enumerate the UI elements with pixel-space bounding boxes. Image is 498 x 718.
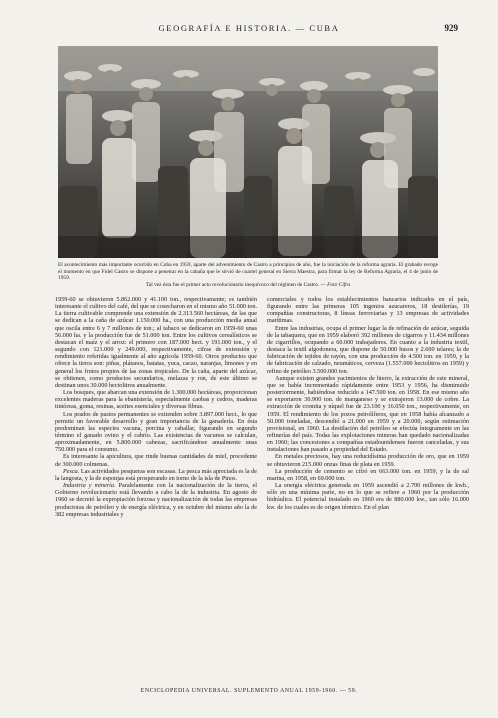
paragraph: La producción de cemento se cifró en 663.000 ton. en 1959, y la de sal marina, en 1958, en 69.000 ton. <box>267 467 469 482</box>
paragraph: En metales preciosos, hay una reducidísima producción de oro, que en 1959 se obtuvieron 215.000 onzas finas de plata en 1959. <box>267 453 469 468</box>
paragraph: 1959-60 se obtuvieron 5.862.000 y 41.100 ton., respectivamente; es también interesante el cultivo del café, del que se cosecharon en el mismo año 51.000 ton. La tierra cultivable comprende una extensión de 2.313.560 hectáreas, de las que se dedican a la caña de azúcar 1.150.000 ha., con una producción media anual que oscila entre 6 y 7 millones de ton.; al tabaco se dedicaron en 1959-60 unas 56.000 ha. y la producción fue de 51.000 ton. Entre los cultivos cerealísticos se destacan el maíz y el arroz: el primero con 187.000 hect. y 191.000 ton., y el segundo con 121.000 y 249.000, respectivamente, cifras de extensión y rendimiento referidas igualmente al año agrícola 1959-60. Otros productos que ofrece la tierra son: piñas, plátanos, batatas, yuca, cacao, naranjas, limones y en general los frutos propios de las zonas tropicales. De la caña, aparte del azúcar, se obtienen, como productos secundarios, melazas y ron, de este último se destinan unos 30.000 hectolitros anualmente. <box>55 296 257 389</box>
paragraph: comerciales y todos los establecimientos bancarios indicados en el país, figurando entre las primeras 105 ingenios azucareros, 18 destilerías, 19 compañías constructoras, 8 líneas ferroviarias y 13 empresas de actividades marítimas. <box>267 296 469 325</box>
section-runin-heading: Pesca. <box>63 467 80 475</box>
section-runin-heading: Industria y minería. <box>63 482 116 490</box>
right-column <box>267 296 469 681</box>
page-number: 929 <box>444 23 458 33</box>
photo-caption <box>58 262 438 288</box>
caption-last-line: Tal vez ésta fue el primer acto revolucionario inequívoco del régimen de Castro. — Foto Cifra <box>145 281 351 288</box>
caption-text: El acontecimiento más importante ocurrido en Cuba en 1959, aparte del advenimiento de Castro a principios de año, fue la iniciación de la reforma agraria. El grabado recoge el momento en que Fidel Castro se dispone a penetrar en la cabaña que le sirvió de cuartel general en Sierra Maestra, para firmar la ley de Reforma Agraria, el 4 de junio de 1959. <box>58 262 438 282</box>
photograph <box>58 46 438 258</box>
paragraph: Entre las industrias, ocupa el primer lugar la de refinación de azúcar, seguida de la tabaquera, que en 1959 elaboró 392 millones de cigarros y 11.434 millones de cigarrillos, ocupando a 60.000 trabajadores. En cuanto a la industria textil, destaca la textil algodonera, que dispone de 50.000 husos y 2.600 telares; la de fabricación de tejidos de rayón, con una producción de 4.500 ton. en 1959, y la de fabricación de calzado, neumáticos, cerveza (1.557.000 hectolitros en 1959) y refino de petróleo 3.500.000 ton. <box>267 324 469 375</box>
paragraph <box>55 482 257 518</box>
running-head: GEOGRAFÍA E HISTORIA. — CUBA <box>158 23 340 33</box>
paragraph-text: Las actividades pesqueras son escasas. La pesca más apreciada es la de la langosta, y la de esponjas está prosperando en torno de la isla de Pinos. <box>55 467 257 482</box>
paragraph: Los prados de pastos permanentes se extienden sobre 3.897.000 hect., lo que permite un favorable desarrollo y gran importancia de la ganadería. En ésta predominan las especies vacuna, porcina y caballar, figurando en segundo término el ganado ovino y el cabrío. Las existencias de vacunos se calculan, aproximadamente, en 5.800.000 cabezas, sacrificándose anualmente unas 750.000 para el consumo. <box>55 410 257 454</box>
crowd-photo-image <box>58 46 438 258</box>
paragraph <box>55 468 257 482</box>
page-header <box>0 23 498 37</box>
paragraph: Es interesante la apicultura, que rinde buenas cantidades de miel, procedente de 300.000 colmenas. <box>55 453 257 468</box>
caption-final-sentence: Tal vez ésta fue el primer acto revolucionario inequívoco del régimen de Castro. <box>145 281 320 288</box>
paragraph: Aunque existen grandes yacimientos de hierro, la extracción de este mineral, que se había incrementado rápidamente entre 1953 y 1956, ha disminuido posteriormente, habiéndose reducido a 147.500 ton. en 1958. En ese mismo año se exportaron 30.900 ton. de manganeso y se extrajeron 13.000 de cobre. La extracción de cromita y níquel fue de 23.100 y 16.050 ton., respectivamente, en 1959. El rendimiento de los pozos petrolíferos, que en 1958 había alcanzado a 50.000 toneladas, descendió a 21.000 en 1959 y a 20.000, según estimación provisional, en 1960. La destilación del petróleo se efectúa íntegramente en las refinerías del país. Todas las explotaciones mineras han quedado nacionalizadas en 1960; las concesiones a compañías estadounidenses fueron canceladas, y sus instalaciones han pasado a propiedad del Estado. <box>267 374 469 454</box>
paragraph: Los bosques, que abarcan una extensión de 1.300.000 hectáreas, proporcionan excelentes maderas para la ebanistería, especialmente caobas y cedros, maderas tintóreas, goma, resinas, aceites esenciales y diversas fibras. <box>55 389 257 411</box>
paragraph-text: Paralelamente con la nacionalización de la tierra, el Gobierno revolucionario está llevando a cabo la de la industria. En agosto de 1960 se decretó la expropiación forzosa y nacionalización de todas las empresas productoras de petróleo y de energía eléctrica, y en octubre del mismo año la de 382 empresas industriales y <box>55 482 257 518</box>
left-column <box>55 296 257 681</box>
page-footer: ENCICLOPEDIA UNIVERSAL. SUPLEMENTO ANUAL 1959-1960. — 59. <box>140 688 358 694</box>
photo-credit: Foto Cifra <box>327 281 351 288</box>
paragraph: La energía eléctrica generada en 1959 ascendió a 2.700 millones de kwh., sólo en una mínima parte, no en lo que se refiere a 1960 por la producción hidráulica. El potencial instalado en 1960 era de 880.000 kw., tan sólo 16.000 kw. de los cuales es de origen térmico. En el plan <box>267 482 469 511</box>
